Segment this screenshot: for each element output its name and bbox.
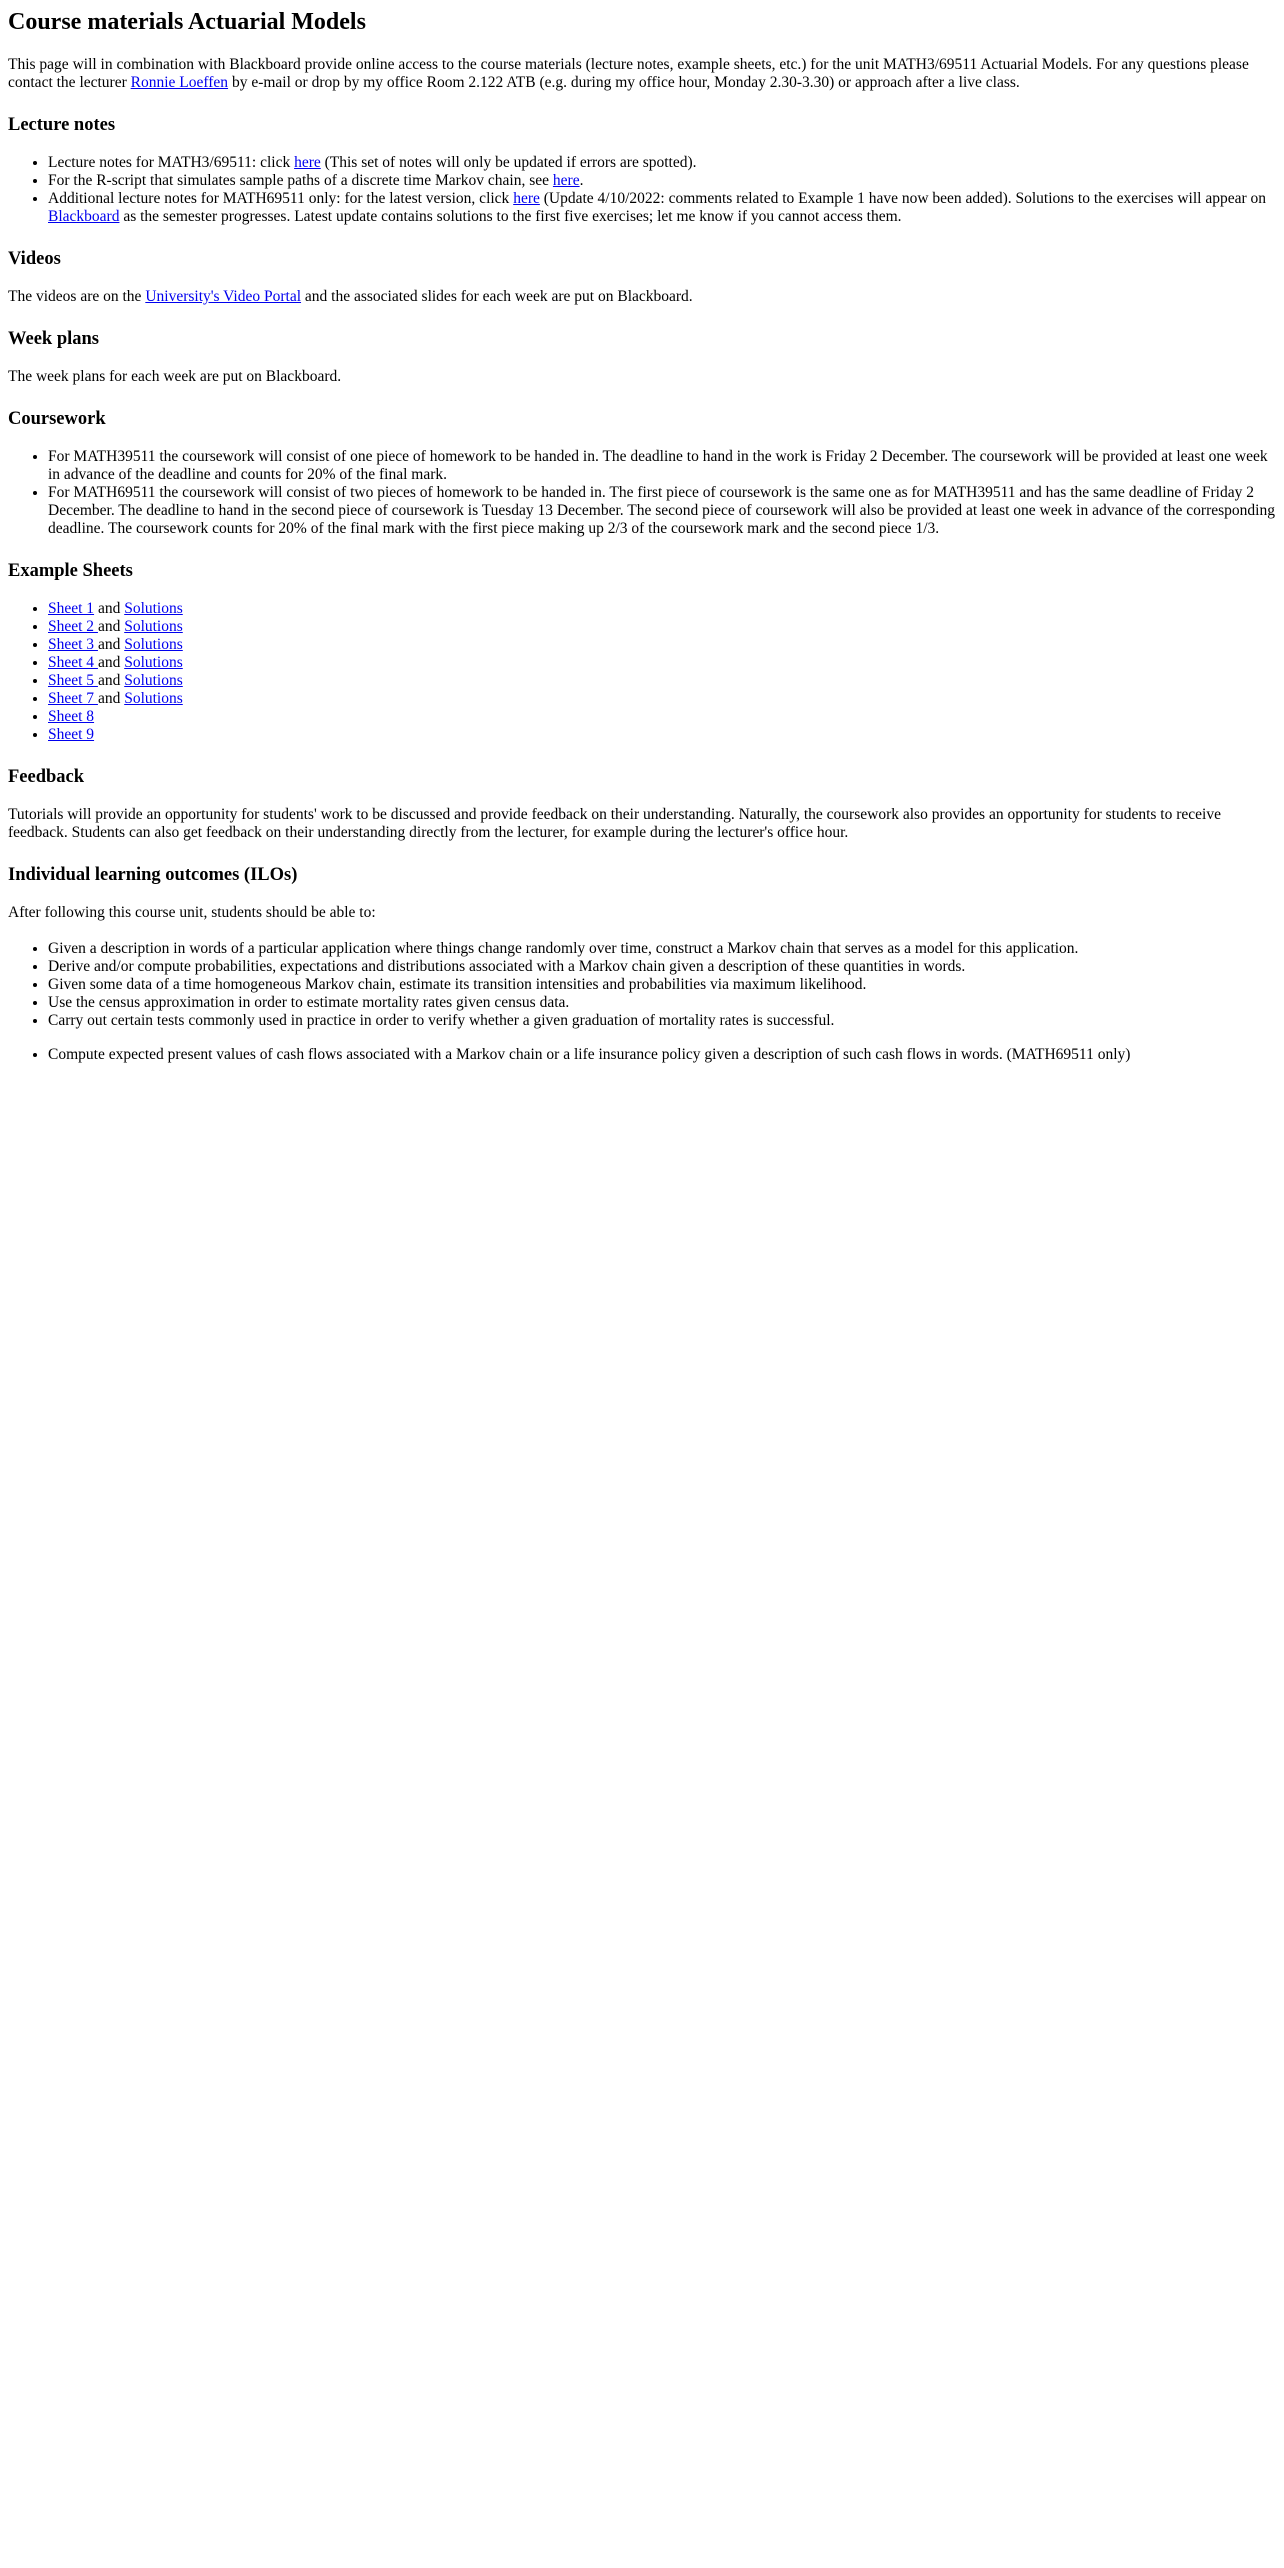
solutions-7-link[interactable]: Solutions: [124, 690, 183, 707]
video-portal-link[interactable]: University's Video Portal: [145, 288, 302, 305]
list-item: [48, 726, 1276, 744]
text: Lecture notes for MATH3/69511: click: [48, 154, 295, 171]
example-sheets-list: [8, 600, 1276, 744]
videos-heading: Videos: [8, 249, 61, 269]
list-item: • Compute expected present values of cash flows associated with a Markov chain or a life insurance policy given a description of such cash flows in words. (MATH69511 only): [48, 1046, 1276, 1064]
example-sheets-heading: Example Sheets: [8, 561, 133, 581]
sheet-5-link[interactable]: Sheet 5: [48, 672, 98, 689]
intro-paragraph: [8, 56, 1276, 92]
sheet-1-link[interactable]: Sheet 1: [48, 600, 95, 617]
text: and: [94, 600, 125, 617]
list-item: • For MATH69511 the coursework will consist of two pieces of homework to be handed in. The first piece of coursework is the same one as for MATH39511 and has the same deadline of Friday 2 December. The deadline to hand in the second piece of coursework is Tuesday 13 December. The second piece of coursework will also be provided at least one week in advance of the corresponding deadline. The coursework counts for 20% of the final mark with the first piece making up 2/3 of the coursework mark and the second piece 1/3.: [48, 484, 1276, 538]
list-item: • Sheet 2 and Solutions: [48, 618, 1276, 636]
lecture-notes-heading: Lecture notes: [8, 115, 116, 135]
list-item: [48, 172, 1276, 190]
lecture-notes-list: [8, 154, 1276, 226]
text: The videos are on the: [8, 288, 146, 305]
list-item: [48, 190, 1276, 226]
coursework-list: [8, 448, 1276, 538]
blackboard-link[interactable]: Blackboard: [48, 208, 120, 225]
text: Additional lecture notes for MATH69511 only: for the latest version, click: [48, 190, 514, 207]
sheet-7-link[interactable]: Sheet 7: [48, 690, 98, 707]
sheet-3-link[interactable]: Sheet 3: [48, 636, 98, 653]
text: as the semester progresses. Latest update contains solutions to the first five exercises; let me know if you cannot access them.: [119, 208, 902, 225]
list-item: • Carry out certain tests commonly used in practice in order to verify whether a given graduation of mortality rates is successful.: [48, 1012, 1276, 1030]
solutions-2-link[interactable]: Solutions: [124, 618, 183, 635]
coursework-heading: Coursework: [8, 409, 106, 429]
list-item: • Given some data of a time homogeneous Markov chain, estimate its transition intensities and probabilities via maximum likelihood.: [48, 976, 1276, 994]
sheet-2-link[interactable]: Sheet 2: [48, 618, 98, 635]
lecturer-link[interactable]: Ronnie Loeffen: [130, 74, 229, 91]
r-script-link[interactable]: here: [552, 172, 580, 189]
sheet-8-link[interactable]: Sheet 8: [48, 708, 95, 725]
sheet-4-link[interactable]: Sheet 4: [48, 654, 98, 671]
solutions-1-link[interactable]: Solutions: [124, 600, 183, 617]
feedback-paragraph: Tutorials will provide an opportunity for students' work to be discussed and provide feedback on their understanding. Naturally, the coursework also provides an opportunity for students to receive feedback. Students can also get feedback on their understanding directly from the lecturer, for example during the lecturer's office hour.: [8, 806, 1221, 841]
intro-text-2: by e-mail or drop by my office Room 2.122 ATB (e.g. during my office hour, Monday 2.30-3.30) or approach after a live class.: [228, 74, 1020, 91]
week-plans-heading: Week plans: [8, 329, 99, 349]
list-item: [48, 600, 1276, 618]
list-item: • Use the census approximation in order to estimate mortality rates given census data.: [48, 994, 1276, 1012]
text: (This set of notes will only be updated if errors are spotted).: [320, 154, 697, 171]
week-plans-paragraph: The week plans for each week are put on Blackboard.: [8, 368, 342, 385]
list-item: • Sheet 5 and Solutions: [48, 672, 1276, 690]
solutions-5-link[interactable]: Solutions: [124, 672, 183, 689]
list-item: • Given a description in words of a particular application where things change randomly over time, construct a Markov chain that serves as a model for this application.: [48, 940, 1276, 958]
page: [0, 0, 1284, 1064]
text: and the associated slides for each week are put on Blackboard.: [301, 288, 693, 305]
videos-paragraph: [8, 288, 1276, 306]
ilos-list: [8, 940, 1276, 1030]
list-item: • Sheet 3 and Solutions: [48, 636, 1276, 654]
solutions-3-link[interactable]: Solutions: [124, 636, 183, 653]
feedback-heading: Feedback: [8, 767, 85, 787]
sheet-9-link[interactable]: Sheet 9: [48, 726, 95, 743]
additional-notes-link[interactable]: here: [513, 190, 540, 207]
text: .: [579, 172, 584, 189]
lecture-notes-link[interactable]: here: [294, 154, 321, 171]
page-title: Course materials Actuarial Models: [8, 9, 366, 35]
list-item: • Sheet 7 and Solutions: [48, 690, 1276, 708]
list-item: [48, 708, 1276, 726]
ilos-heading: Individual learning outcomes (ILOs): [8, 865, 298, 885]
text: For the R-script that simulates sample paths of a discrete time Markov chain, see: [48, 172, 553, 189]
ilos-extra-list: [8, 1046, 1276, 1064]
list-item: • Sheet 4 and Solutions: [48, 654, 1276, 672]
list-item: [48, 154, 1276, 172]
list-item: • For MATH39511 the coursework will consist of one piece of homework to be handed in. The deadline to hand in the work is Friday 2 December. The coursework will be provided at least one week in advance of the deadline and counts for 20% of the final mark.: [48, 448, 1276, 484]
intro-text-1: This page will in combination with Blackboard provide online access to the course materials (lecture notes, example sheets, etc.) for the unit MATH3/69511 Actuarial Models. For any questions please contact the lecturer: [8, 56, 1249, 91]
text: (Update 4/10/2022: comments related to Example 1 have now been added). Solutions to the exercises will appear on: [539, 190, 1267, 207]
ilos-intro: After following this course unit, students should be able to:: [8, 904, 376, 921]
list-item: • Derive and/or compute probabilities, expectations and distributions associated with a Markov chain given a description of these quantities in words.: [48, 958, 1276, 976]
solutions-4-link[interactable]: Solutions: [124, 654, 183, 671]
